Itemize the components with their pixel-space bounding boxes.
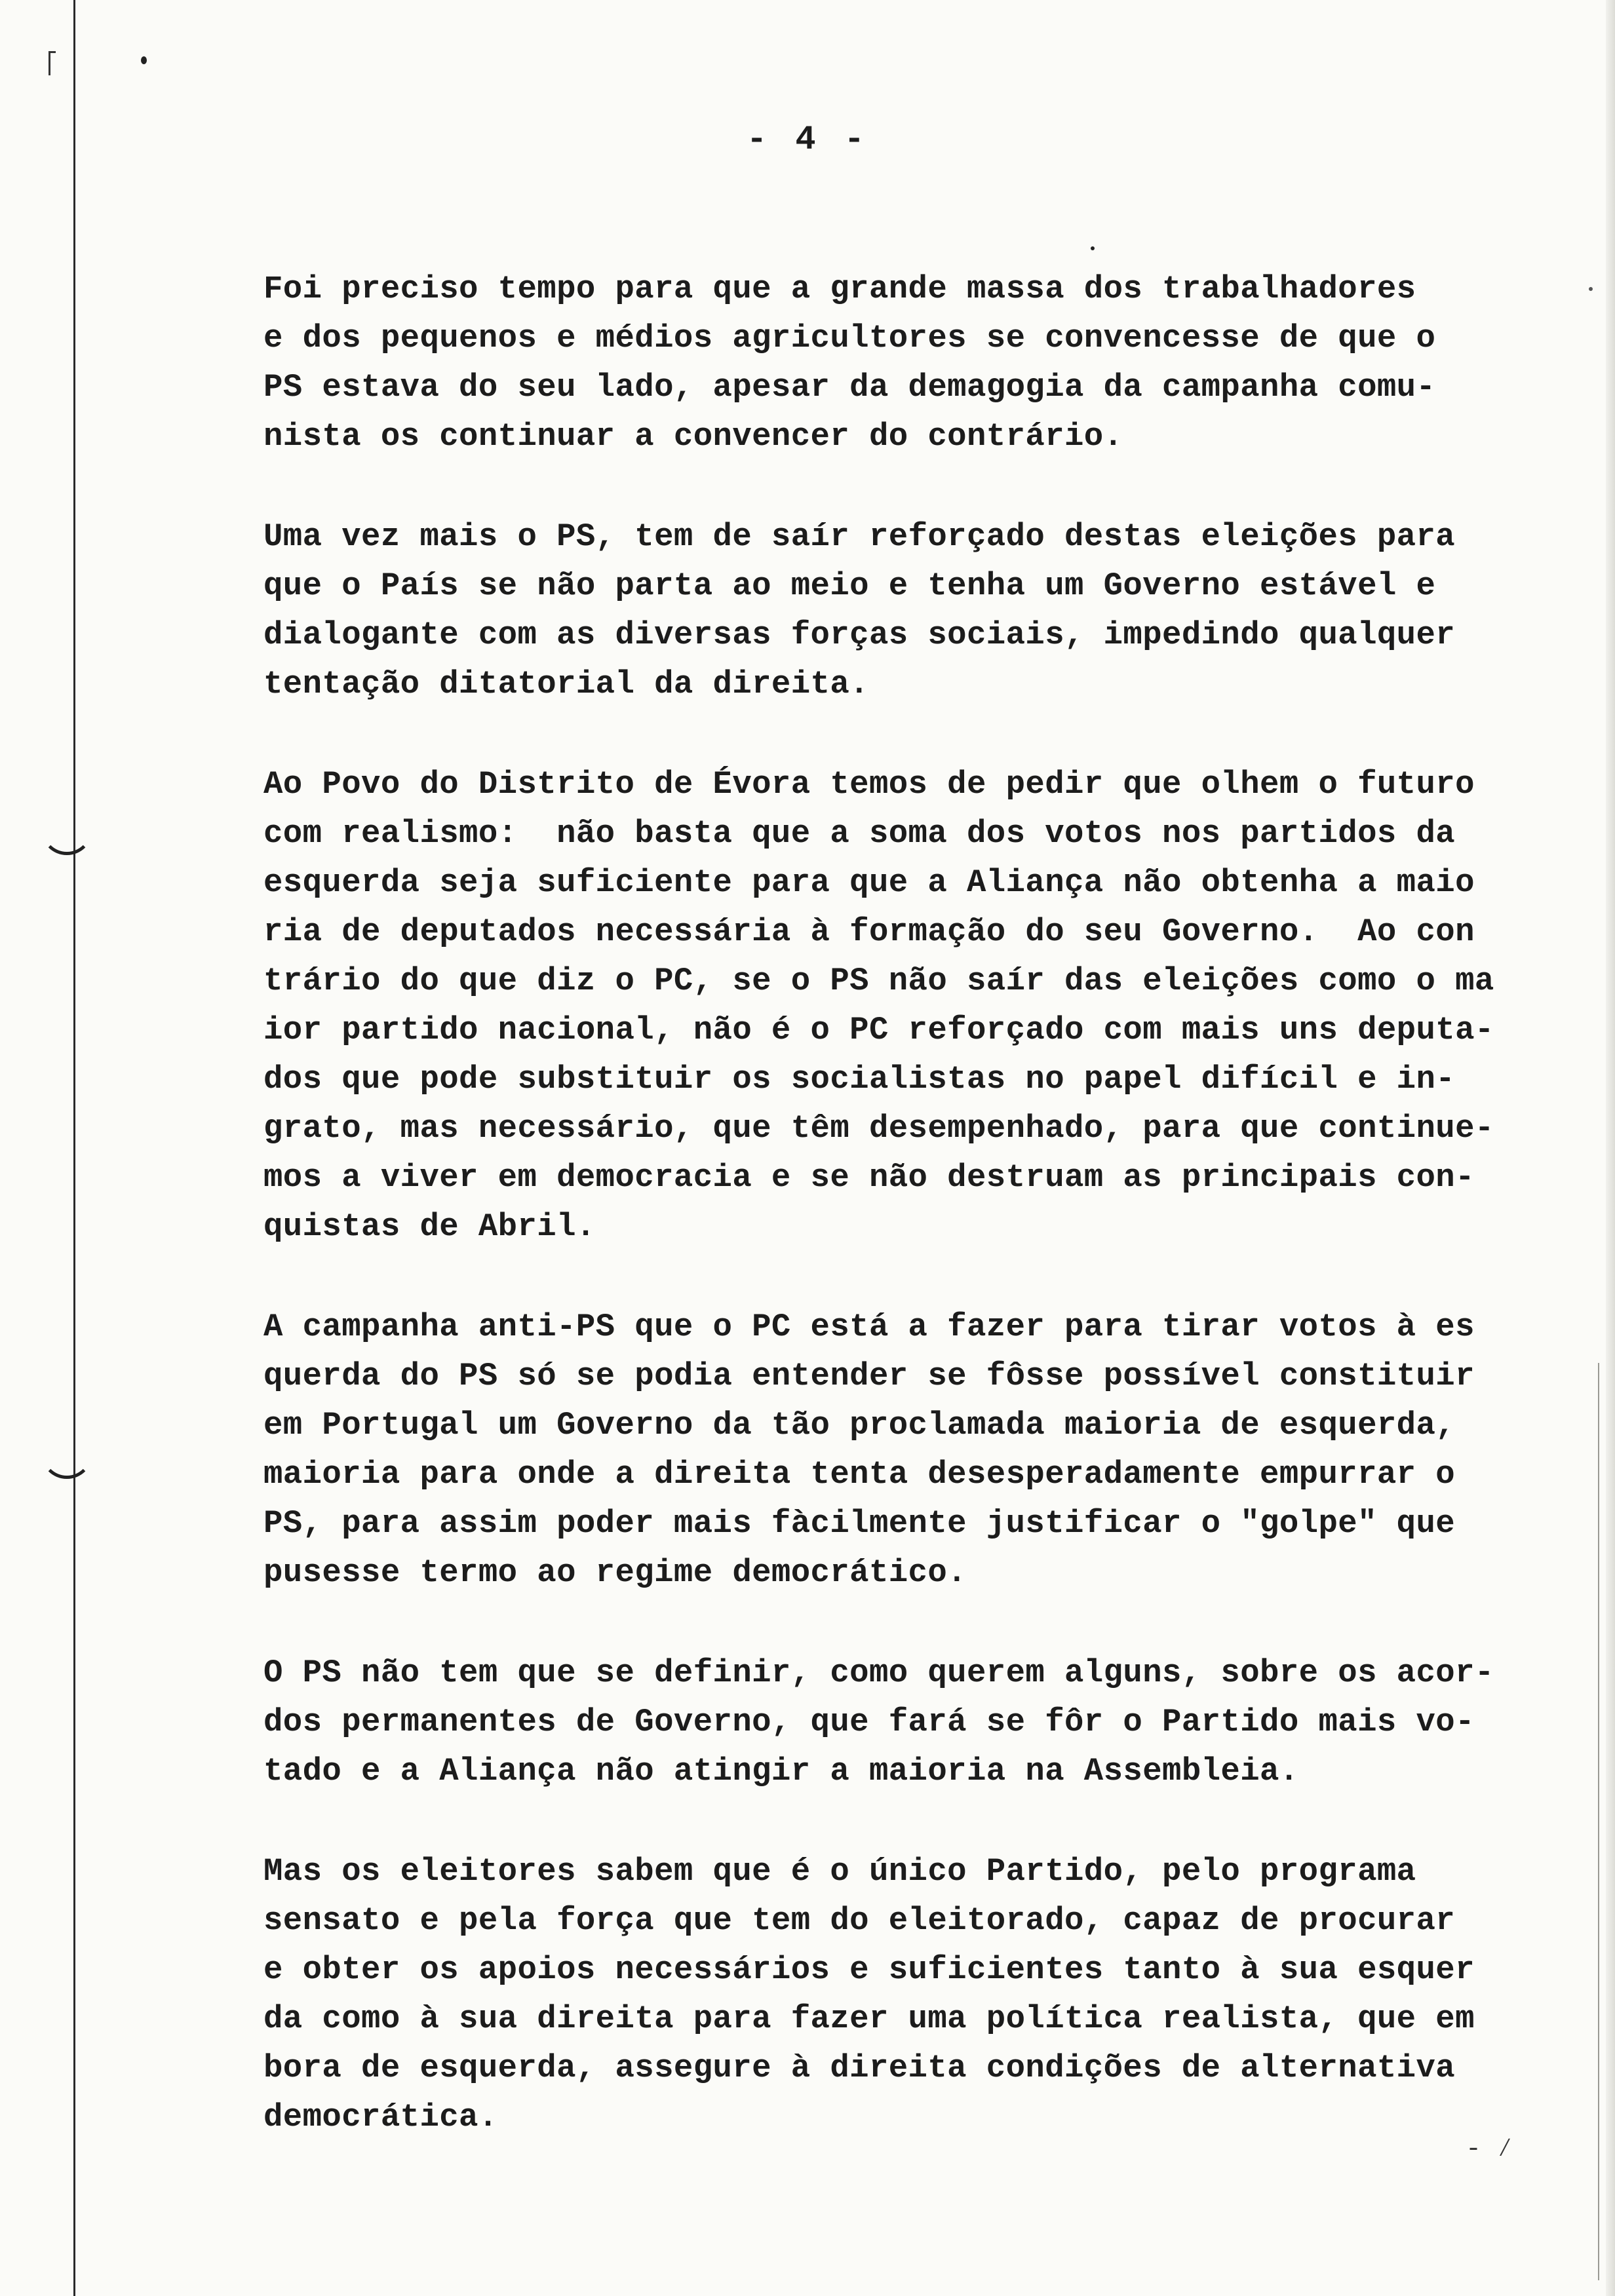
- ink-dot: [1091, 246, 1095, 250]
- text-line: da como à sua direita para fazer uma política realista, que em: [263, 2000, 1475, 2037]
- text-line: tado e a Aliança não atingir a maioria na Assembleia.: [263, 1753, 1299, 1789]
- text-line: mos a viver em democracia e se não destruam as principais con-: [263, 1159, 1475, 1196]
- text-line: A campanha anti-PS que o PC está a fazer para tirar votos à es: [263, 1309, 1475, 1345]
- paragraph-3: [263, 760, 1528, 1252]
- text-line: que o País se não parta ao meio e tenha um Governo estável e: [263, 567, 1436, 604]
- ink-dot: [141, 56, 147, 64]
- text-line: com realismo: não basta que a soma dos votos nos partidos da: [263, 815, 1456, 852]
- left-margin-rule: [73, 0, 75, 2296]
- right-edge-shadow-line: [1598, 1363, 1599, 2280]
- text-line: trário do que diz o PC, se o PS não saír das eleições como o ma: [263, 963, 1494, 999]
- text-line: grato, mas necessário, que têm desempenhado, para que continue-: [263, 1110, 1494, 1147]
- text-line: dos permanentes de Governo, que fará se fôr o Partido mais vo-: [263, 1704, 1475, 1740]
- text-line: quistas de Abril.: [263, 1208, 596, 1245]
- paragraph-1: [263, 265, 1528, 461]
- paragraph-6: [263, 1847, 1528, 2142]
- text-line: Mas os eleitores sabem que é o único Partido, pelo programa: [263, 1853, 1416, 1890]
- text-line: Uma vez mais o PS, tem de saír reforçado destas eleições para: [263, 518, 1456, 555]
- page-number: - 4 -: [746, 121, 869, 159]
- text-line: dialogante com as diversas forças sociais, impedindo qualquer: [263, 617, 1456, 653]
- text-line: tentação ditatorial da direita.: [263, 666, 869, 702]
- text-line: e obter os apoios necessários e suficientes tanto à sua esquer: [263, 1951, 1475, 1988]
- text-line: e dos pequenos e médios agricultores se convencesse de que o: [263, 320, 1436, 356]
- punch-hole-mark: [41, 823, 93, 855]
- corner-mark: [49, 51, 56, 75]
- text-line: querda do PS só se podia entender se fôsse possível constituir: [263, 1358, 1475, 1394]
- text-line: dos que pode substituir os socialistas no papel difícil e in-: [263, 1061, 1456, 1098]
- paragraph-4: [263, 1303, 1528, 1598]
- ink-dot: [1589, 287, 1593, 291]
- text-line: O PS não tem que se definir, como querem alguns, sobre os acor-: [263, 1655, 1494, 1691]
- text-line: bora de esquerda, assegure à direita condições de alternativa: [263, 2050, 1456, 2086]
- text-line: ria de deputados necessária à formação do seu Governo. Ao con: [263, 913, 1475, 950]
- text-line: Foi preciso tempo para que a grande massa dos trabalhadores: [263, 271, 1416, 307]
- text-line: sensato e pela força que tem do eleitorado, capaz de procurar: [263, 1902, 1456, 1939]
- paragraph-5: [263, 1649, 1528, 1796]
- text-line: nista os continuar a convencer do contrário.: [263, 418, 1123, 455]
- text-line: PS, para assim poder mais fàcilmente justificar o "golpe" que: [263, 1505, 1456, 1542]
- text-line: democrática.: [263, 2099, 498, 2135]
- paragraph-2: [263, 512, 1528, 709]
- handwritten-tick-mark: - ⁄: [1466, 2135, 1513, 2164]
- text-line: ior partido nacional, não é o PC reforçado com mais uns deputa-: [263, 1012, 1494, 1048]
- document-body: [263, 265, 1528, 2193]
- text-line: em Portugal um Governo da tão proclamada maioria de esquerda,: [263, 1407, 1456, 1444]
- text-line: Ao Povo do Distrito de Évora temos de pedir que olhem o futuro: [263, 766, 1475, 803]
- right-page-edge: [1606, 0, 1615, 2296]
- text-line: PS estava do seu lado, apesar da demagogia da campanha comu-: [263, 369, 1436, 406]
- punch-hole-mark: [41, 1447, 93, 1479]
- text-line: maioria para onde a direita tenta desesperadamente empurrar o: [263, 1456, 1456, 1493]
- text-line: esquerda seja suficiente para que a Aliança não obtenha a maio: [263, 864, 1475, 901]
- text-line: pusesse termo ao regime democrático.: [263, 1554, 967, 1591]
